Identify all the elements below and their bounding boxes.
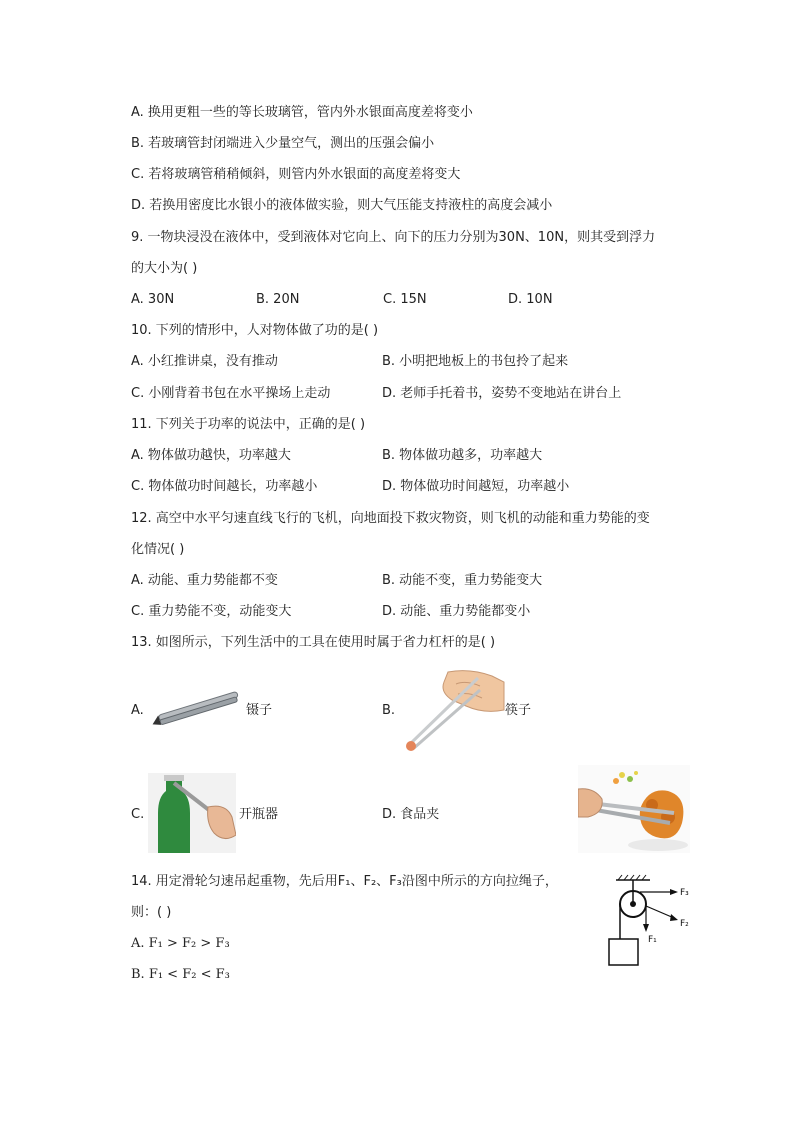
q13-option-a-letter: A. [131,703,144,718]
q13-option-c-label: 开瓶器 [239,807,279,822]
q14-stem-line2: 则：( ) [131,905,172,920]
q11-option-a: A. 物体做功越快，功率越大 [131,448,291,463]
food-tongs-image [578,765,690,853]
q10-option-a: A. 小红推讲桌，没有推动 [131,354,278,369]
q8-option-b: B. 若玻璃管封闭端进入少量空气，测出的压强会偏小 [131,136,435,151]
q13-option-b-label: 筷子 [505,703,532,718]
q14-option-b: B. F₁ < F₂ < F₃ [131,967,230,982]
pulley-label-f2: F₂ [680,919,689,929]
q8-option-c: C. 若将玻璃管稍稍倾斜，则管内外水银面的高度差将变大 [131,167,461,182]
bottle-opener-image [148,773,236,853]
pulley-label-f1: F₁ [648,935,657,945]
q11-stem: 11. 下列关于功率的说法中，正确的是( ) [131,417,366,432]
q11-option-c: C. 物体做功时间越长，功率越小 [131,479,318,494]
q12-option-b: B. 动能不变，重力势能变大 [382,573,543,588]
q9-stem-line2: 的大小为( ) [131,261,198,276]
q14-option-a: A. F₁ > F₂ > F₃ [131,936,230,951]
q12-option-d: D. 动能、重力势能都变小 [382,604,531,619]
q12-stem-line1: 12. 高空中水平匀速直线飞行的飞机，向地面投下救灾物资，则飞机的动能和重力势能的变 [131,511,650,526]
q11-option-b: B. 物体做功越多，功率越大 [382,448,543,463]
q13-option-a-label: 镊子 [246,703,273,718]
q13-option-c-letter: C. [131,807,145,822]
pulley-diagram [600,872,696,968]
q9-option-b: B. 20N [256,292,300,307]
q10-option-c: C. 小刚背着书包在水平操场上走动 [131,386,331,401]
q10-option-d: D. 老师手托着书，姿势不变地站在讲台上 [382,386,622,401]
tweezers-image [150,686,242,732]
q8-option-a: A. 换用更粗一些的等长玻璃管，管内外水银面高度差将变小 [131,105,473,120]
chopsticks-hand-image [400,668,508,754]
q14-stem-line1: 14. 用定滑轮匀速吊起重物，先后用F₁、F₂、F₃沿图中所示的方向拉绳子， [131,874,558,889]
q9-option-a: A. 30N [131,292,175,307]
q13-option-d-label: D. 食品夹 [382,807,440,822]
q11-option-d: D. 物体做功时间越短，功率越小 [382,479,570,494]
pulley-label-f3: F₃ [680,888,689,898]
q12-option-a: A. 动能、重力势能都不变 [131,573,278,588]
q10-option-b: B. 小明把地板上的书包拎了起来 [382,354,569,369]
q13-stem: 13. 如图所示，下列生活中的工具在使用时属于省力杠杆的是( ) [131,635,496,650]
q8-option-d: D. 若换用密度比水银小的液体做实验，则大气压能支持液柱的高度会减小 [131,198,553,213]
q9-option-d: D. 10N [508,292,553,307]
q10-stem: 10. 下列的情形中，人对物体做了功的是( ) [131,323,379,338]
q12-option-c: C. 重力势能不变，动能变大 [131,604,292,619]
q12-stem-line2: 化情况( ) [131,542,185,557]
q9-option-c: C. 15N [383,292,427,307]
q13-option-b-letter: B. [382,703,396,718]
q9-stem-line1: 9. 一物块浸没在液体中，受到液体对它向上、向下的压力分别为30N、10N，则其受到浮力 [131,230,656,245]
